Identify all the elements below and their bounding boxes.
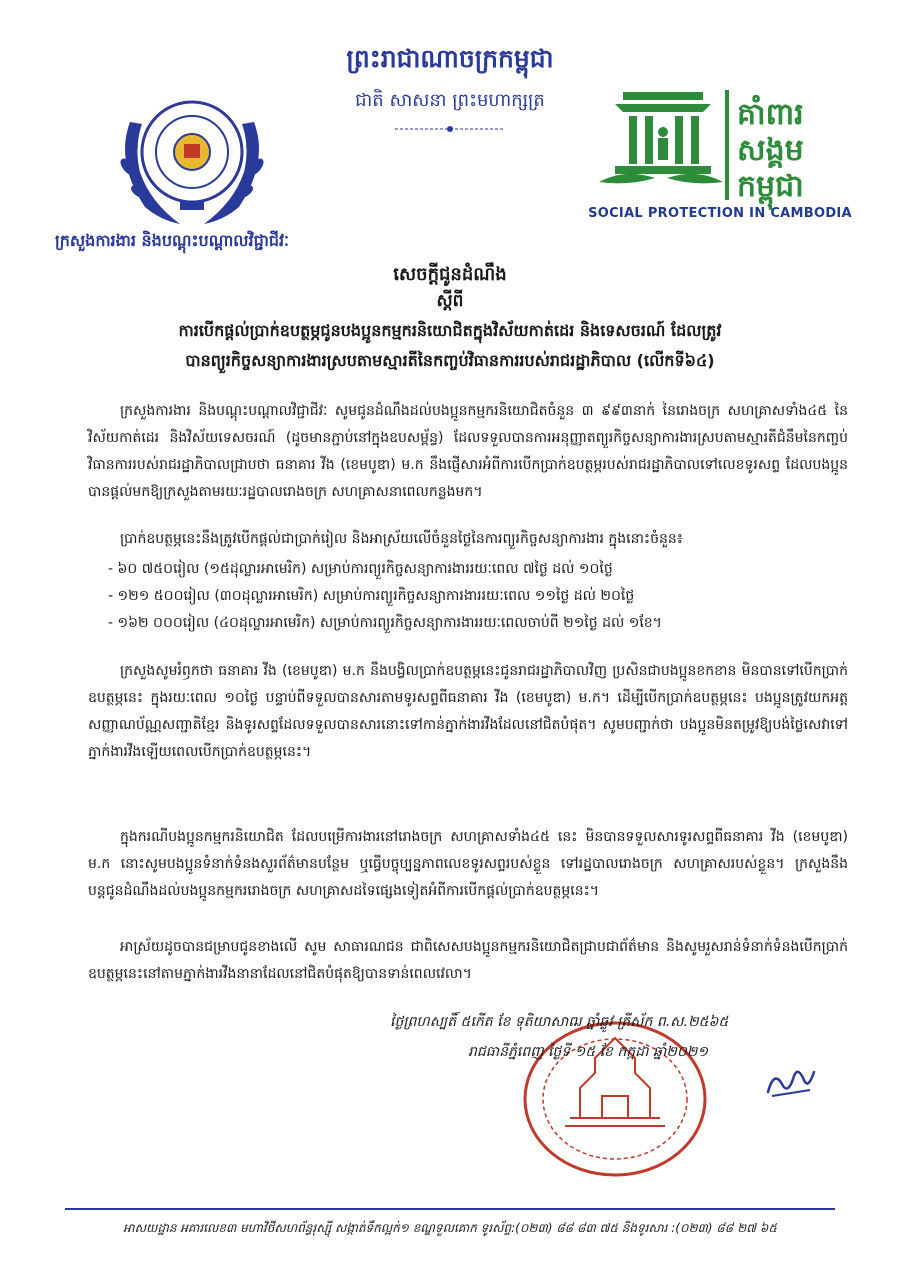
sp-logo-line3: កម្ពុជា — [737, 169, 804, 204]
solar-date: រាជធានីភ្នំពេញ ថ្ងៃទី ១៥ ខែ កក្កដា ឆ្នាំ២០២១ — [468, 1044, 708, 1060]
notice-title-line2: បានព្យួរកិច្ចសន្យាការងារស្របតាមស្មារតីនៃកញ្ចប់វិធានការរបស់រាជរដ្ឋាភិបាល (លើកទី៦៤) — [185, 351, 715, 370]
social-protection-logo-icon — [595, 82, 845, 222]
motto-ornament-icon — [395, 124, 505, 134]
notice-heading: សេចក្តីជូនដំណឹង — [393, 264, 507, 285]
paragraph-1 — [88, 398, 848, 506]
list-item: - ៦០ ៧៥០រៀល (១៥ដុល្លារអាមេរិក) សម្រាប់ការព្យួរកិច្ចសន្យាការងាររយៈពេល ៧ថ្ងៃ ដល់ ១០ថ្ងៃ — [108, 561, 613, 577]
kingdom-title: ព្រះរាជាណាចក្រកម្ពុជា — [346, 44, 554, 73]
footer-divider — [65, 1208, 835, 1210]
paragraph-1-text: ក្រសួងការងារ និងបណ្តុះបណ្តាលវិជ្ជាជីវៈ សូមជូនដំណឹងដល់បងប្អូនកម្មករនិយោជិតចំនួន ៣ ៩៩៣នាក់ នៃរោងចក្រ សហគ្រាសទាំង៤៥ នៃវិស័យកាត់ដេរ និងវិស័យទេសចរណ៍ (ដូចមានភ្ជាប់នៅក្នុងឧបសម្ព័ន្ធ) ដែលទទួលបានការអនុញ្ញាតព្យួរកិច្ចសន្យាការងារស្របតាមស្មារតីជំនឹមនៃកញ្ចប់វិធានការរបស់រាជរដ្ឋាភិបាលជ្រាបថា ធនាគារ វីង (ខេមបូឌា) ម.ក នឹងផ្ញើសារអំពីការបើកប្រាក់ឧបត្ថម្ភរបស់រាជរដ្ឋាភិបាលទៅលេខទូរសព្ទ ដែលបងប្អូនបានផ្តល់មកឱ្យក្រសួងតាមរយៈរដ្ឋបាលរោងចក្រ សហគ្រាសនាពេលកន្លងមក។ — [88, 403, 848, 500]
paragraph-2 — [88, 526, 848, 553]
sp-logo-line1: គាំពារ — [737, 97, 804, 132]
sp-caption: SOCIAL PROTECTION IN CAMBODIA — [588, 206, 852, 221]
footer-address: អាសយដ្ឋាន អគារលេខ៣ មហាវិថីសហព័ន្ធរុស្ស៊ី សង្កាត់ទឹកល្អក់១ ខណ្ឌទួលគោក ទូរស័ព្ទ:(០២៣) ៨៨ ៨៣ ៧៥ និងទូរសារ :(០២៣) ៨៨ ២៧ ៦៥ — [123, 1221, 777, 1235]
list-item: - ១៦២ ០០០រៀល (៤០ដុល្លារអាមេរិក) សម្រាប់ការព្យួរកិច្ចសន្យាការងាររយៈពេលចាប់ពី ២១ថ្ងៃ ដល់ ១ខែ។ — [108, 615, 662, 631]
paragraph-5-text: អាស្រ័យដូចបានជម្រាបជូនខាងលើ សូម សាធារណជន ជាពិសេសបងប្អូនកម្មករនិយោជិតជ្រាបជាព័ត៌មាន និងសូមរួសរាន់ទំនាក់ទំនងបើកប្រាក់ឧបត្ថម្ភនេះនៅតាមភ្នាក់ងារវីងនានាដែលនៅជិតបំផុតឱ្យបានទាន់ពេលវេលា។ — [88, 939, 848, 982]
paragraph-2-text: ប្រាក់ឧបត្ថម្ភនេះនឹងត្រូវបើកផ្តល់ជាប្រាក់រៀល និងអាស្រ័យលើចំនួនថ្ងៃនៃការព្យួរកិច្ចសន្យាការងារ ក្នុងនោះចំនួន៖ — [120, 531, 683, 547]
sp-logo-line2: សង្គម — [737, 133, 804, 168]
lunar-date: ថ្ងៃព្រហស្បតិ៍ ៥កើត ខែ ទុតិយាសាឍ ឆ្នាំឆ្លូវ ត្រីស័ក ព.ស.២៥៦៥ — [390, 1014, 729, 1030]
paragraph-3 — [88, 658, 848, 766]
paragraph-4 — [88, 824, 848, 905]
notice-title-line1: ការបើកផ្តល់ប្រាក់ឧបត្ថម្ភជូនបងប្អូនកម្មករនិយោជិតក្នុងវិស័យកាត់ដេរ និងទេសចរណ៍ ដែលត្រូវ — [178, 321, 722, 340]
ministry-name: ក្រសួងការងារ និងបណ្តុះបណ្តាលវិជ្ជាជីវៈ — [55, 231, 289, 250]
list-item: - ១២១ ៥០០រៀល (៣០ដុល្លារអាមេរិក) សម្រាប់ការព្យួរកិច្ចសន្យាការងាររយៈពេល ១១ថ្ងៃ ដល់ ២០ថ្ងៃ — [108, 588, 635, 604]
allowance-list — [108, 556, 848, 637]
paragraph-5 — [88, 934, 848, 988]
ministry-logo-icon — [110, 82, 274, 232]
paragraph-4-text: ក្នុងករណីបងប្អូនកម្មករនិយោជិត ដែលបម្រើការងារនៅរោងចក្រ សហគ្រាសទាំង៤៥ នេះ មិនបានទទួលសារទូរសព្ទពីធនាគារ វីង (ខេមបូឌា) ម.ក នោះសូមបងប្អូនទំនាក់ទំនងសួរព័ត៌មានបន្ថែម ឬធ្វើបច្ចុប្បន្នភាពលេខទូរសព្ទរបស់ខ្លួន ទៅរដ្ឋបាលរោងចក្រ សហគ្រាសរបស់ខ្លួន។ ក្រសួងនឹងបន្តជូនដំណឹងដល់បងប្អូនកម្មកររោងចក្រ សហគ្រាសដទៃផ្សេងទៀតអំពីការបើកផ្តល់ប្រាក់ឧបត្ថម្ភនេះ។ — [88, 829, 848, 899]
notice-sub: ស្តីពី — [436, 291, 464, 311]
signature-icon — [760, 1062, 820, 1102]
national-motto: ជាតិ សាសនា ព្រះមហាក្សត្រ — [355, 90, 545, 111]
paragraph-3-text: ក្រសួងសូមរំឭកថា ធនាគារ វីង (ខេមបូឌា) ម.ក នឹងបង្វិលប្រាក់ឧបត្ថម្ភនេះជូនរាជរដ្ឋាភិបាលវិញ ប្រសិនជាបងប្អូនខកខាន មិនបានទៅបើកប្រាក់ឧបត្ថម្ភនេះ ក្នុងរយៈពេល ១០ថ្ងៃ បន្ទាប់ពីទទួលបានសារតាមទូរសព្ទពីធនាគារ វីង (ខេមបូឌា) ម.ក។ ដើម្បីបើកប្រាក់ឧបត្ថម្ភនេះ បងប្អូនត្រូវយកអត្តសញ្ញាណប័ណ្ណសញ្ជាតិខ្មែរ និងទូរសព្ទដែលទទួលបានសារនោះទៅកាន់ភ្នាក់ងារវីងដែលនៅជិតបំផុត។ សូមបញ្ជាក់ថា បងប្អូនមិនតម្រូវឱ្យបង់ថ្លៃសេវាទៅភ្នាក់ងារវីងឡើយពេលបើកប្រាក់ឧបត្ថម្ភនេះ។ — [88, 663, 848, 760]
